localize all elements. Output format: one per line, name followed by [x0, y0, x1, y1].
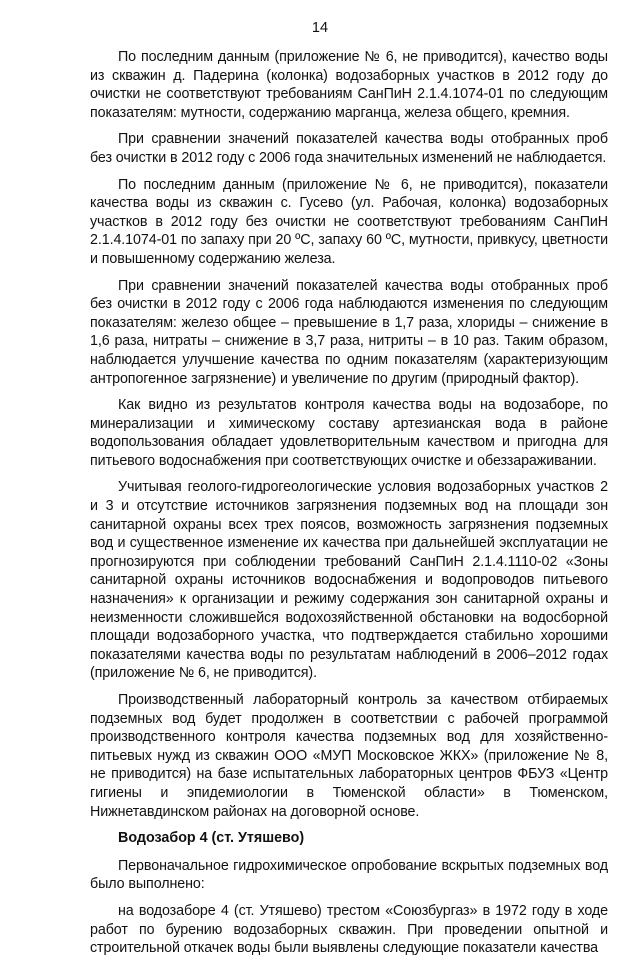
paragraph-padierina-comparison: При сравнении значений показателей качества воды отобранных проб без очистки в 2012 году с 2006 года значительных изменений не наблюдается. [90, 131, 608, 166]
paragraph-initial-sampling: Первоначальное гидрохимическое опробование вскрытых подземных вод было выполнено: [90, 857, 608, 893]
page-number: 14 [311, 20, 329, 36]
paragraph-drilling-results: на водозаборе 4 (ст. Утяшево) трестом «Союзбургаз» в 1972 году в ходе работ по бурению водозаборных скважин. При проведении опытной и строительной откачек воды были выявлены следующие показатели качества [90, 902, 608, 957]
paragraph-water-suitability: Как видно из результатов контроля качества воды на водозаборе, по минерализации и химическому составу артезианская вода в районе водопользования обладает удовлетворительным качеством и пригодна для питьевого водоснабжения при соответствующих очистке и обеззараживании. [90, 397, 608, 469]
paragraph-padierina-quality: По последним данным (приложение № 6, не приводится), качество воды из скважин д. Падерина (колонка) водозаборных участков в 2012 году до очистки не соответствуют требованиям СанПиН 2.1.4.1074-01 по следующим показателям: мутности, содержанию марганца, железа общего, кремния. [90, 49, 608, 121]
paragraph-gusevo-comparison: При сравнении значений показателей качества воды отобранных проб без очистки в 2012 году с 2006 года наблюдаются изменения по следующим показателям: железо общее – превышение в 1,7 раза, хлориды – снижение в 1,6 раза, нитраты – снижение в 3,7 раза, нитриты – в 10 раз. Таким образом, наблюдается улучшение качества по одним показателям (характеризующим антропогенное загрязнение) и увеличение по другим (природный фактор). [90, 277, 608, 387]
paragraph-lab-control: Производственный лабораторный контроль за качеством отбираемых подземных вод будет продолжен в соответствии с рабочей программой производственного контроля качества подземных вод для хозяйственно-питьевых нужд из скважин ООО «МУП Московское ЖКХ» (приложение № 8, не приводится) на базе испытательных лабораторных центров ФБУЗ «Центр гигиены и эпидемиологии в Тюменской области» в Тюменском, Нижнетавдинском районах на договорной основе. [90, 692, 608, 820]
paragraph-pollution-forecast: Учитывая геолого-гидрогеологические условия водозаборных участков 2 и 3 и отсутствие источников загрязнения подземных вод на площади зон санитарной охраны всех трех поясов, возможность загрязнения подземных вод и существенное изменение их качества при дальнейшей эксплуатации не прогнозируются при соблюдении требований СанПиН 2.1.4.1110-02 «Зоны санитарной охраны источников водоснабжения и водопроводов питьевого назначения» к организации и режиму содержания зон санитарной охраны и неизменности сложившейся водохозяйственной обстановки на водосборной площади водозаборного участка, что подтверждается стабильно хорошими показателями качества воды по результатам наблюдений в 2006–2012 годах (приложение № 6, не приводится). [90, 479, 608, 682]
document-body [90, 48, 608, 966]
paragraph-gusevo-quality: По последним данным (приложение № 6, не приводится), показатели качества воды из скважин с. Гусево (ул. Рабочая, колонка) водозаборных участков в 2012 году без очистки не соответствуют требованиям СанПиН 2.1.4.1074-01 по запаху при 20 ºС, запаху 60 ºС, мутности, привкусу, цветности и повышенному содержанию железа. [90, 176, 608, 267]
section-heading: Водозабор 4 (ст. Утяшево) [118, 830, 305, 847]
